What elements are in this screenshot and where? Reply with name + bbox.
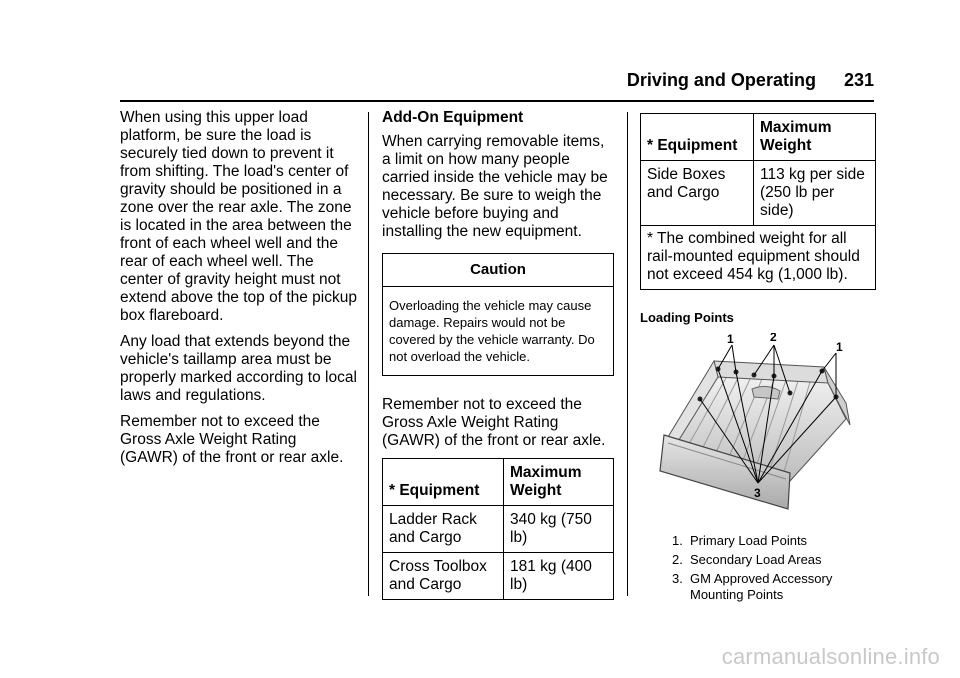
legend-number: 1. [672, 533, 683, 548]
paragraph: Remember not to exceed the Gross Axle Weight Rating (GAWR) of the front or rear axle. [120, 413, 344, 466]
legend-item [672, 571, 876, 603]
table-cell: Ladder Rack and Cargo [383, 506, 504, 553]
callout-label: 2 [770, 333, 777, 344]
table-header-row [641, 114, 876, 161]
section-heading: Add-On Equipment [382, 109, 524, 126]
paragraph: When carrying removable items, a limit on how many people carried inside the vehicle may be necessary. Be sure to weigh the vehicle before buying and installing the new equipment. [382, 133, 608, 240]
paragraph: Any load that extends beyond the vehicle's taillamp area must be properly marked according to local laws and regulations. [120, 333, 357, 404]
callout-label: 3 [754, 486, 761, 500]
table-cell: Side Boxes and Cargo [641, 161, 754, 226]
callout-label: 1 [836, 340, 843, 354]
column-3 [640, 113, 876, 606]
figure-title: Loading Points [640, 310, 734, 325]
paragraph: When using this upper load platform, be sure the load is securely tied down to prevent it from shifting. The load's center of gravity should be positioned in a zone over the rear axle. The zone is located in the area between the front of each wheel well and the rear of each wheel well. The center of gravity height must not extend above the top of the pickup box flareboard. [120, 109, 357, 324]
figure-legend [672, 533, 876, 603]
table-cell: 113 kg per side (250 lb per side) [754, 161, 876, 226]
legend-text: GM Approved Accessory Mounting Points [690, 571, 833, 602]
truck-bed-illustration [640, 333, 876, 523]
table-cell: 340 kg (750 lb) [504, 506, 614, 553]
table-cell: 181 kg (400 lb) [504, 553, 614, 600]
legend-number: 2. [672, 552, 683, 567]
table-header: Maximum Weight [504, 459, 614, 506]
table-header: * Equipment [641, 114, 754, 161]
legend-number: 3. [672, 571, 683, 586]
table-row [383, 553, 614, 600]
legend-text: Secondary Load Areas [690, 552, 822, 567]
table-header: * Equipment [383, 459, 504, 506]
section-title: Driving and Operating [626, 70, 816, 90]
table-row [383, 506, 614, 553]
callout-label: 1 [727, 333, 734, 346]
page-number: 231 [843, 70, 874, 90]
column-1 [120, 109, 358, 475]
column-divider [627, 112, 628, 596]
legend-item [672, 552, 876, 568]
table-row [641, 161, 876, 226]
caution-box [382, 253, 614, 376]
table-row [641, 226, 876, 290]
equipment-weight-table [382, 458, 614, 600]
page-header [627, 70, 874, 91]
caution-body: Overloading the vehicle may cause damage. Repairs would not be covered by the vehicle warranty. Do not overload the vehicle. [389, 298, 595, 364]
table-cell: Cross Toolbox and Cargo [383, 553, 504, 600]
paragraph: Remember not to exceed the Gross Axle Weight Rating (GAWR) of the front or rear axle. [382, 396, 606, 449]
legend-item [672, 533, 876, 549]
table-header: Maximum Weight [754, 114, 876, 161]
loading-points-figure [640, 333, 876, 523]
watermark: carmanualsonline.info [721, 644, 940, 669]
caution-title: Caution [383, 254, 613, 287]
column-divider [368, 112, 369, 596]
table-header-row [383, 459, 614, 506]
equipment-weight-table [640, 113, 876, 290]
table-note: * The combined weight for all rail-mounted equipment should not exceed 454 kg (1,000 lb). [641, 226, 876, 290]
header-rule [120, 100, 874, 102]
legend-text: Primary Load Points [690, 533, 808, 548]
column-2 [382, 109, 614, 600]
